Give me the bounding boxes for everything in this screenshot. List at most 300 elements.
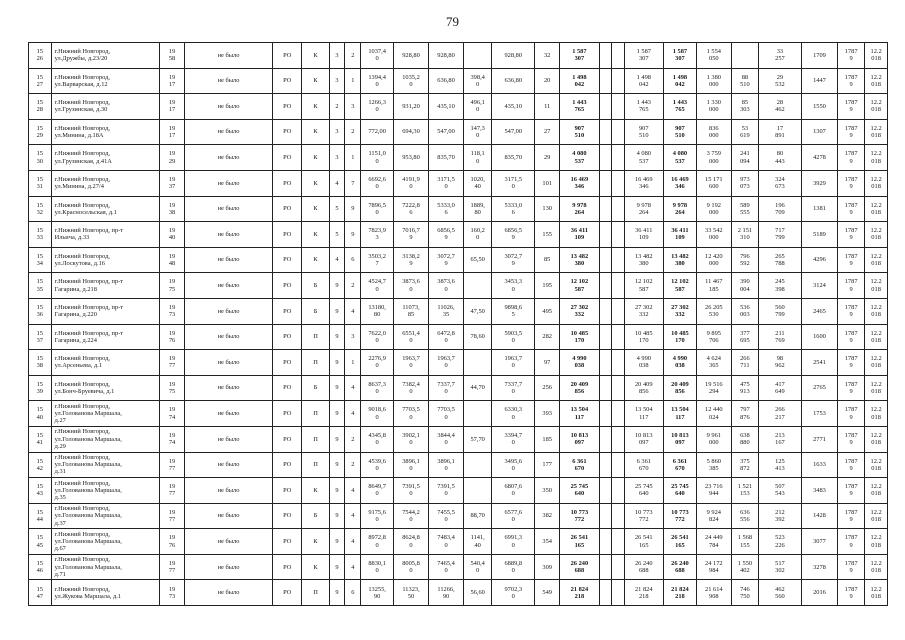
repair-cost-cell: 26 541 165: [624, 529, 664, 555]
residents-count-cell: 29: [535, 145, 560, 171]
total-cost-cell: 1 587 307: [560, 43, 600, 69]
floors-cell: 9: [329, 375, 345, 401]
other-cost-cell: 29 532: [758, 68, 801, 94]
roof-repair-cost-cell: 9 961 000: [696, 426, 731, 452]
wall-type-cell: К: [302, 145, 329, 171]
residential-area-cell: 3896,1 0: [394, 452, 429, 478]
repair-cost-fund-cell: 26 240 688: [664, 554, 697, 580]
total-area-cell: 1266,3 0: [361, 94, 394, 120]
address-cell: г.Нижний Новгород, ул.Голованова Маршала, д.37: [51, 503, 160, 529]
completion-date-cell: 12.2 018: [865, 401, 888, 427]
residential-area-owned-cell: 7483,4 0: [429, 529, 464, 555]
cost-col-b-cell: [612, 273, 624, 299]
floors-cell: 3: [329, 43, 345, 69]
repair-cost-fund-cell: 13 504 117: [664, 401, 697, 427]
ownership-cell: РО: [273, 222, 302, 248]
specific-cost-cell: 1307: [801, 119, 837, 145]
row-number-cell: 15 36: [29, 298, 52, 324]
specific-cost-cell: 2541: [801, 350, 837, 376]
residents-count-cell: 393: [535, 401, 560, 427]
other-cost-cell: 523 226: [758, 529, 801, 555]
page-number: 79: [446, 14, 459, 29]
previous-repair-cell: не было: [184, 222, 272, 248]
roof-repair-cost-cell: 24 449 784: [696, 529, 731, 555]
completion-date-cell: 12.2 018: [865, 375, 888, 401]
roof-repair-cost-cell: 11 467 185: [696, 273, 731, 299]
repair-cost-cell: 26 240 688: [624, 554, 664, 580]
wall-type-cell: К: [302, 196, 329, 222]
specific-cost-cell: 1633: [801, 452, 837, 478]
residential-area-cell: 953,80: [394, 145, 429, 171]
specific-cost-cell: 1753: [801, 401, 837, 427]
entrances-cell: 4: [345, 298, 361, 324]
repair-cost-fund-cell: 25 745 640: [664, 478, 697, 504]
residents-count-cell: 20: [535, 68, 560, 94]
residents-count-cell: 282: [535, 324, 560, 350]
completion-date-cell: 12.2 018: [865, 170, 888, 196]
facade-cost-cell: 973 073: [731, 170, 758, 196]
repair-cost-cell: 21 824 218: [624, 580, 664, 606]
total-cost-cell: 21 824 218: [560, 580, 600, 606]
year-built-cell: 19 77: [160, 554, 185, 580]
ownership-cell: РО: [273, 68, 302, 94]
previous-repair-cell: не было: [184, 426, 272, 452]
facade-cost-cell: 85 303: [731, 94, 758, 120]
residential-area-cell: 3138,2 9: [394, 247, 429, 273]
cost-col-b-cell: [612, 478, 624, 504]
facade-cost-cell: 241 094: [731, 145, 758, 171]
address-cell: г.Нижний Новгород, пр-т Ильича, д.33: [51, 222, 160, 248]
address-cell: г.Нижний Новгород, ул.Минина, д.18А: [51, 119, 160, 145]
floors-cell: 9: [329, 452, 345, 478]
year-built-cell: 19 75: [160, 273, 185, 299]
year-built-cell: 19 74: [160, 426, 185, 452]
owners-area-cell: 6856,5 9: [492, 222, 535, 248]
cost-limit-cell: 1787 9: [838, 375, 865, 401]
entrances-cell: 2: [345, 452, 361, 478]
residential-area-cell: 931,20: [394, 94, 429, 120]
specific-cost-cell: 3929: [801, 170, 837, 196]
table-row: [29, 452, 888, 478]
cost-col-b-cell: [612, 452, 624, 478]
repair-cost-cell: 20 409 856: [624, 375, 664, 401]
residential-area-owned-cell: 11266, 90: [429, 580, 464, 606]
roof-repair-cost-cell: 26 205 530: [696, 298, 731, 324]
year-built-cell: 19 40: [160, 222, 185, 248]
table-row: [29, 170, 888, 196]
ownership-cell: РО: [273, 94, 302, 120]
roof-repair-cost-cell: 12 440 024: [696, 401, 731, 427]
row-number-cell: 15 31: [29, 170, 52, 196]
wall-type-cell: К: [302, 554, 329, 580]
completion-date-cell: 12.2 018: [865, 478, 888, 504]
entrances-cell: 1: [345, 350, 361, 376]
roof-repair-cost-cell: 4 624 365: [696, 350, 731, 376]
facade-cost-cell: 475 913: [731, 375, 758, 401]
total-area-cell: 1151,0 0: [361, 145, 394, 171]
cost-col-a-cell: [599, 94, 611, 120]
repair-cost-cell: 4 990 038: [624, 350, 664, 376]
residents-count-cell: 177: [535, 452, 560, 478]
previous-repair-cell: не было: [184, 273, 272, 299]
residential-area-cell: 11073, 85: [394, 298, 429, 324]
entrances-cell: 4: [345, 529, 361, 555]
total-cost-cell: 16 469 346: [560, 170, 600, 196]
address-cell: г.Нижний Новгород, ул.Голованова Маршала, д.35: [51, 478, 160, 504]
year-built-cell: 19 77: [160, 350, 185, 376]
total-cost-cell: 4 080 537: [560, 145, 600, 171]
cost-col-a-cell: [599, 324, 611, 350]
repair-cost-cell: 10 485 170: [624, 324, 664, 350]
completion-date-cell: 12.2 018: [865, 324, 888, 350]
row-number-cell: 15 37: [29, 324, 52, 350]
cost-col-b-cell: [612, 426, 624, 452]
residents-count-cell: 11: [535, 94, 560, 120]
ownership-cell: РО: [273, 43, 302, 69]
floors-cell: 9: [329, 273, 345, 299]
facade-cost-cell: 796 592: [731, 247, 758, 273]
ownership-cell: РО: [273, 375, 302, 401]
completion-date-cell: 12.2 018: [865, 298, 888, 324]
repair-cost-fund-cell: 21 824 218: [664, 580, 697, 606]
entrances-cell: 3: [345, 324, 361, 350]
other-cost-cell: 265 788: [758, 247, 801, 273]
completion-date-cell: 12.2 018: [865, 554, 888, 580]
floors-cell: 3: [329, 119, 345, 145]
table-row: [29, 478, 888, 504]
cost-limit-cell: 1787 9: [838, 580, 865, 606]
total-cost-cell: 1 443 765: [560, 94, 600, 120]
roof-repair-cost-cell: 33 542 000: [696, 222, 731, 248]
residents-count-cell: 549: [535, 580, 560, 606]
owners-area-cell: 835,70: [492, 145, 535, 171]
roof-repair-cost-cell: 1 554 050: [696, 43, 731, 69]
floors-cell: 5: [329, 196, 345, 222]
repair-cost-fund-cell: 12 102 587: [664, 273, 697, 299]
owners-area-cell: 435,10: [492, 94, 535, 120]
other-cost-cell: 98 962: [758, 350, 801, 376]
other-cost-cell: 213 167: [758, 426, 801, 452]
residents-count-cell: 382: [535, 503, 560, 529]
residential-area-owned-cell: 6472,8 0: [429, 324, 464, 350]
total-area-cell: 13180, 80: [361, 298, 394, 324]
residential-area-owned-cell: 928,80: [429, 43, 464, 69]
address-cell: г.Нижний Новгород, ул.Голованова Маршала, д.67: [51, 529, 160, 555]
total-cost-cell: 26 240 688: [560, 554, 600, 580]
ownership-cell: РО: [273, 478, 302, 504]
completion-date-cell: 12.2 018: [865, 529, 888, 555]
cost-col-a-cell: [599, 478, 611, 504]
cost-limit-cell: 1787 9: [838, 43, 865, 69]
row-number-cell: 15 33: [29, 222, 52, 248]
specific-cost-cell: 1447: [801, 68, 837, 94]
ownership-cell: РО: [273, 324, 302, 350]
specific-cost-cell: 1381: [801, 196, 837, 222]
wall-type-cell: П: [302, 426, 329, 452]
nonresidential-area-cell: 160,2 0: [464, 222, 492, 248]
specific-cost-cell: 1600: [801, 324, 837, 350]
specific-cost-cell: 3278: [801, 554, 837, 580]
year-built-cell: 19 76: [160, 529, 185, 555]
repair-cost-cell: 10 813 097: [624, 426, 664, 452]
address-cell: г.Нижний Новгород, ул.Дружбы, д.23/20: [51, 43, 160, 69]
entrances-cell: 2: [345, 426, 361, 452]
completion-date-cell: 12.2 018: [865, 452, 888, 478]
nonresidential-area-cell: [464, 401, 492, 427]
residents-count-cell: 195: [535, 273, 560, 299]
total-area-cell: 4345,8 0: [361, 426, 394, 452]
repair-cost-cell: 12 102 587: [624, 273, 664, 299]
cost-limit-cell: 1787 9: [838, 170, 865, 196]
specific-cost-cell: 2771: [801, 426, 837, 452]
total-cost-cell: 907 510: [560, 119, 600, 145]
table-row: [29, 375, 888, 401]
cost-limit-cell: 1787 9: [838, 247, 865, 273]
residential-area-owned-cell: 11026, 35: [429, 298, 464, 324]
cost-limit-cell: 1787 9: [838, 452, 865, 478]
cost-col-b-cell: [612, 375, 624, 401]
previous-repair-cell: не было: [184, 503, 272, 529]
nonresidential-area-cell: 56,60: [464, 580, 492, 606]
roof-repair-cost-cell: 9 924 824: [696, 503, 731, 529]
cost-col-a-cell: [599, 273, 611, 299]
nonresidential-area-cell: 65,50: [464, 247, 492, 273]
ownership-cell: РО: [273, 452, 302, 478]
repair-cost-fund-cell: 1 498 042: [664, 68, 697, 94]
entrances-cell: 2: [345, 273, 361, 299]
floors-cell: 3: [329, 145, 345, 171]
floors-cell: 9: [329, 324, 345, 350]
residents-count-cell: 155: [535, 222, 560, 248]
floors-cell: 3: [329, 68, 345, 94]
previous-repair-cell: не было: [184, 68, 272, 94]
repair-cost-fund-cell: 16 469 346: [664, 170, 697, 196]
table-row: [29, 580, 888, 606]
wall-type-cell: К: [302, 222, 329, 248]
total-area-cell: 9018,6 0: [361, 401, 394, 427]
roof-repair-cost-cell: 9 895 706: [696, 324, 731, 350]
cost-col-a-cell: [599, 68, 611, 94]
cost-col-a-cell: [599, 452, 611, 478]
previous-repair-cell: не было: [184, 452, 272, 478]
cost-col-b-cell: [612, 554, 624, 580]
address-cell: г.Нижний Новгород, ул.Голованова Маршала, д.29: [51, 426, 160, 452]
previous-repair-cell: не было: [184, 529, 272, 555]
wall-type-cell: К: [302, 247, 329, 273]
total-area-cell: 13255, 90: [361, 580, 394, 606]
roof-repair-cost-cell: 836 000: [696, 119, 731, 145]
completion-date-cell: 12.2 018: [865, 119, 888, 145]
other-cost-cell: 417 649: [758, 375, 801, 401]
other-cost-cell: 33 257: [758, 43, 801, 69]
row-number-cell: 15 35: [29, 273, 52, 299]
nonresidential-area-cell: 540,4 0: [464, 554, 492, 580]
address-cell: г.Нижний Новгород, ул.Грузинская, д.41А: [51, 145, 160, 171]
nonresidential-area-cell: 496,1 0: [464, 94, 492, 120]
previous-repair-cell: не было: [184, 478, 272, 504]
owners-area-cell: 547,00: [492, 119, 535, 145]
ownership-cell: РО: [273, 580, 302, 606]
cost-limit-cell: 1787 9: [838, 298, 865, 324]
residential-area-owned-cell: 6856,5 9: [429, 222, 464, 248]
ownership-cell: РО: [273, 196, 302, 222]
row-number-cell: 15 28: [29, 94, 52, 120]
table-row: [29, 196, 888, 222]
cost-limit-cell: 1787 9: [838, 222, 865, 248]
residential-area-cell: 8005,8 0: [394, 554, 429, 580]
total-area-cell: 8830,1 0: [361, 554, 394, 580]
table-row: [29, 94, 888, 120]
row-number-cell: 15 40: [29, 401, 52, 427]
entrances-cell: 7: [345, 170, 361, 196]
row-number-cell: 15 30: [29, 145, 52, 171]
year-built-cell: 19 73: [160, 580, 185, 606]
roof-repair-cost-cell: 19 516 294: [696, 375, 731, 401]
previous-repair-cell: не было: [184, 350, 272, 376]
cost-limit-cell: 1787 9: [838, 350, 865, 376]
cost-limit-cell: 1787 9: [838, 401, 865, 427]
residents-count-cell: 350: [535, 478, 560, 504]
completion-date-cell: 12.2 018: [865, 145, 888, 171]
completion-date-cell: 12.2 018: [865, 94, 888, 120]
nonresidential-area-cell: [464, 478, 492, 504]
entrances-cell: 4: [345, 554, 361, 580]
total-cost-cell: 6 361 670: [560, 452, 600, 478]
facade-cost-cell: 589 555: [731, 196, 758, 222]
total-cost-cell: 20 409 856: [560, 375, 600, 401]
facade-cost-cell: 746 750: [731, 580, 758, 606]
cost-col-a-cell: [599, 196, 611, 222]
cost-col-b-cell: [612, 247, 624, 273]
previous-repair-cell: не было: [184, 119, 272, 145]
wall-type-cell: П: [302, 452, 329, 478]
row-number-cell: 15 26: [29, 43, 52, 69]
nonresidential-area-cell: [464, 43, 492, 69]
table-row: [29, 426, 888, 452]
year-built-cell: 19 75: [160, 375, 185, 401]
row-number-cell: 15 39: [29, 375, 52, 401]
repair-cost-cell: 1 498 042: [624, 68, 664, 94]
other-cost-cell: 28 462: [758, 94, 801, 120]
repair-cost-fund-cell: 907 510: [664, 119, 697, 145]
table-row: [29, 554, 888, 580]
floors-cell: 4: [329, 247, 345, 273]
previous-repair-cell: не было: [184, 375, 272, 401]
floors-cell: 9: [329, 298, 345, 324]
table-row: [29, 350, 888, 376]
total-cost-cell: 13 504 117: [560, 401, 600, 427]
floors-cell: 9: [329, 350, 345, 376]
year-built-cell: 19 76: [160, 324, 185, 350]
residential-area-cell: 7544,2 0: [394, 503, 429, 529]
specific-cost-cell: 2765: [801, 375, 837, 401]
total-cost-cell: 27 302 332: [560, 298, 600, 324]
facade-cost-cell: 375 872: [731, 452, 758, 478]
year-built-cell: 19 74: [160, 401, 185, 427]
nonresidential-area-cell: 78,60: [464, 324, 492, 350]
entrances-cell: 3: [345, 94, 361, 120]
completion-date-cell: 12.2 018: [865, 426, 888, 452]
wall-type-cell: Б: [302, 503, 329, 529]
cost-col-a-cell: [599, 247, 611, 273]
residential-area-cell: 7382,4 0: [394, 375, 429, 401]
other-cost-cell: 266 217: [758, 401, 801, 427]
other-cost-cell: 717 799: [758, 222, 801, 248]
repair-cost-fund-cell: 6 361 670: [664, 452, 697, 478]
table-row: [29, 529, 888, 555]
wall-type-cell: К: [302, 94, 329, 120]
address-cell: г.Нижний Новгород, ул.Минина, д.27/4: [51, 170, 160, 196]
nonresidential-area-cell: [464, 273, 492, 299]
specific-cost-cell: 2465: [801, 298, 837, 324]
cost-col-a-cell: [599, 119, 611, 145]
address-cell: г.Нижний Новгород, ул.Голованова Маршала, д.27: [51, 401, 160, 427]
address-cell: г.Нижний Новгород, ул.Голованова Маршала, д.71: [51, 554, 160, 580]
total-cost-cell: 1 498 042: [560, 68, 600, 94]
entrances-cell: 1: [345, 145, 361, 171]
address-cell: г.Нижний Новгород, ул.Грузинская, д.30: [51, 94, 160, 120]
cost-col-a-cell: [599, 350, 611, 376]
address-cell: г.Нижний Новгород, пр-т Гагарина, д.224: [51, 324, 160, 350]
total-area-cell: 2276,9 0: [361, 350, 394, 376]
other-cost-cell: 125 413: [758, 452, 801, 478]
previous-repair-cell: не было: [184, 43, 272, 69]
total-area-cell: 3503,2 7: [361, 247, 394, 273]
wall-type-cell: П: [302, 401, 329, 427]
other-cost-cell: 517 302: [758, 554, 801, 580]
residential-area-cell: 8624,8 0: [394, 529, 429, 555]
residents-count-cell: 354: [535, 529, 560, 555]
facade-cost-cell: 390 004: [731, 273, 758, 299]
cost-col-b-cell: [612, 401, 624, 427]
repair-cost-cell: 13 482 380: [624, 247, 664, 273]
total-area-cell: 1394,4 0: [361, 68, 394, 94]
nonresidential-area-cell: 44,70: [464, 375, 492, 401]
previous-repair-cell: не было: [184, 94, 272, 120]
entrances-cell: 2: [345, 119, 361, 145]
table-row: [29, 273, 888, 299]
residents-count-cell: 27: [535, 119, 560, 145]
specific-cost-cell: 3483: [801, 478, 837, 504]
repair-cost-fund-cell: 20 409 856: [664, 375, 697, 401]
residents-count-cell: 85: [535, 247, 560, 273]
facade-cost-cell: 638 880: [731, 426, 758, 452]
specific-cost-cell: 5189: [801, 222, 837, 248]
cost-limit-cell: 1787 9: [838, 145, 865, 171]
year-built-cell: 19 17: [160, 68, 185, 94]
total-cost-cell: 10 485 170: [560, 324, 600, 350]
row-number-cell: 15 43: [29, 478, 52, 504]
previous-repair-cell: не было: [184, 401, 272, 427]
wall-type-cell: Б: [302, 298, 329, 324]
floors-cell: 9: [329, 478, 345, 504]
facade-cost-cell: 377 695: [731, 324, 758, 350]
row-number-cell: 15 44: [29, 503, 52, 529]
year-built-cell: 19 48: [160, 247, 185, 273]
repair-cost-fund-cell: 36 411 109: [664, 222, 697, 248]
nonresidential-area-cell: [464, 350, 492, 376]
facade-cost-cell: 1 550 402: [731, 554, 758, 580]
owners-area-cell: 3495,6 0: [492, 452, 535, 478]
residential-area-owned-cell: 7455,5 0: [429, 503, 464, 529]
roof-repair-cost-cell: 1 330 000: [696, 94, 731, 120]
completion-date-cell: 12.2 018: [865, 196, 888, 222]
previous-repair-cell: не было: [184, 580, 272, 606]
residential-area-cell: 7703,5 0: [394, 401, 429, 427]
ownership-cell: РО: [273, 119, 302, 145]
residential-area-owned-cell: 7337,7 0: [429, 375, 464, 401]
entrances-cell: 4: [345, 375, 361, 401]
